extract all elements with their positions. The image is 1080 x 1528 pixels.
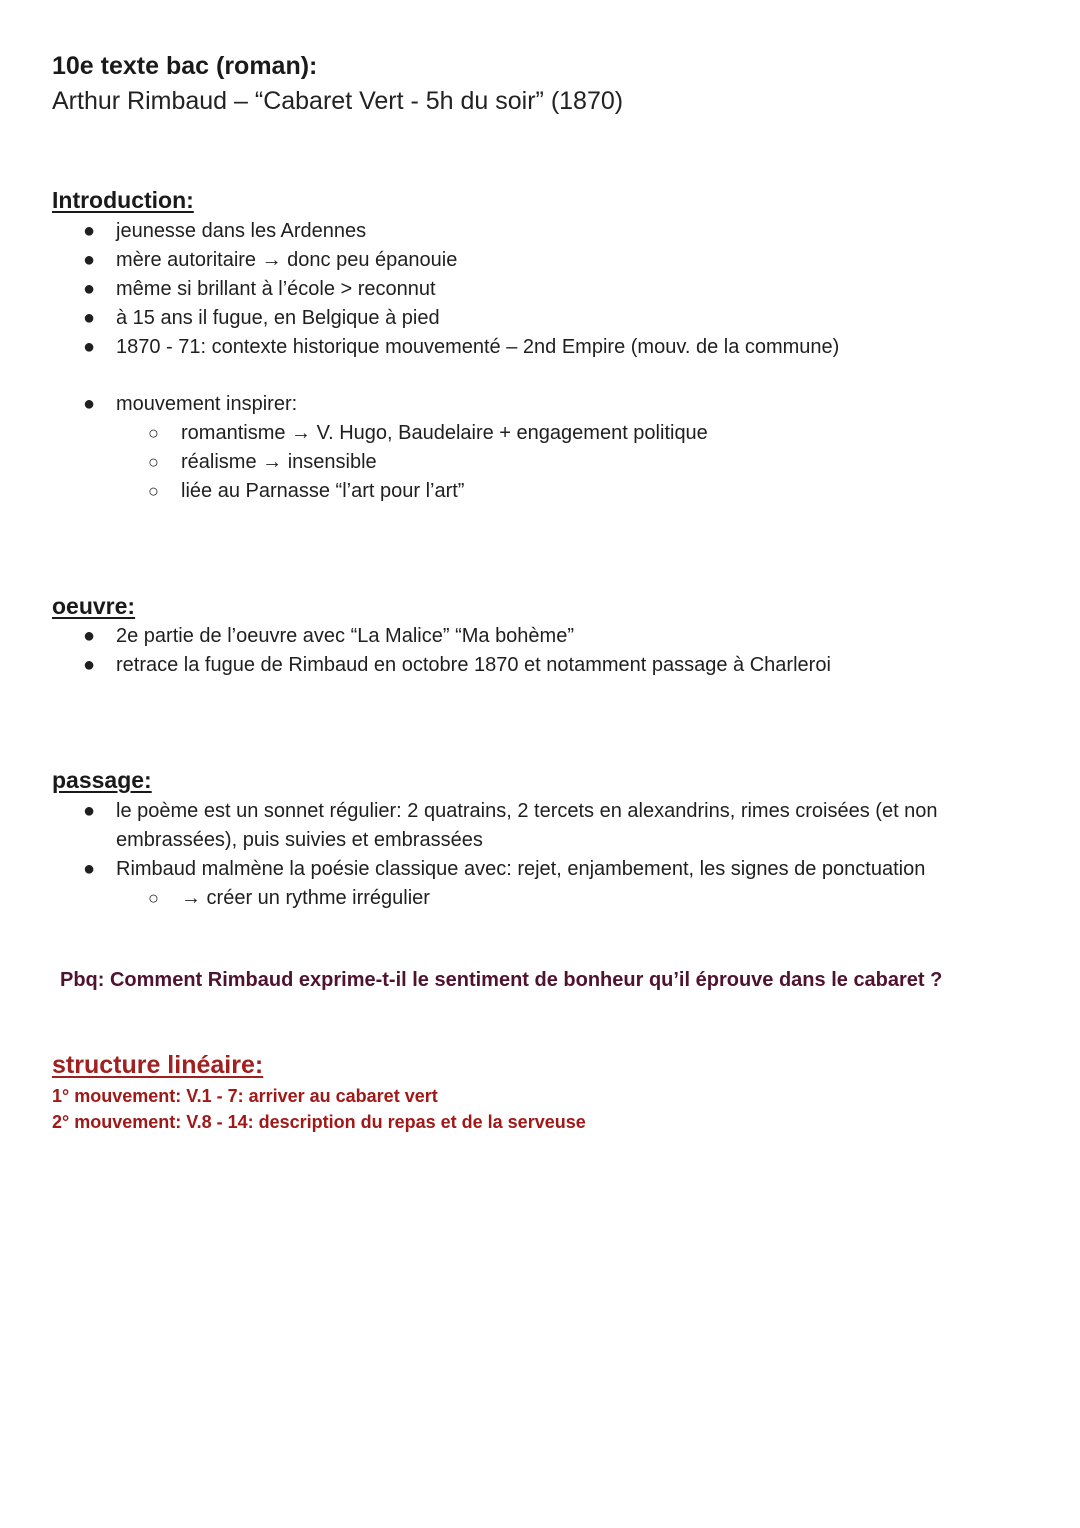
sub-list-item: ○ réalisme → insensible — [0, 448, 1060, 477]
list-item: ● 2e partie de l’oeuvre avec “La Malice” “Ma bohème” — [0, 622, 1060, 651]
bullet-icon: ● — [83, 307, 96, 329]
circle-bullet-icon: ○ — [148, 423, 159, 443]
document-subtitle: Arthur Rimbaud – “Cabaret Vert - 5h du soir” (1870) — [52, 87, 624, 115]
movement-sublist — [116, 419, 1060, 506]
bullet-icon: ● — [83, 800, 96, 822]
list-item: ● 1870 - 71: contexte historique mouvementé – 2nd Empire (mouv. de la commune) — [0, 333, 1060, 362]
sub-list-item: ○ romantisme → V. Hugo, Baudelaire + engagement politique — [0, 419, 1060, 448]
structure-heading: structure linéaire: — [52, 1051, 264, 1079]
oeuvre-list — [0, 622, 1060, 680]
movement-list — [0, 390, 1060, 506]
oeuvre-heading: oeuvre: — [52, 593, 136, 619]
introduction-heading: Introduction: — [52, 187, 194, 213]
bullet-icon: ● — [83, 336, 96, 358]
passage-list — [0, 797, 1060, 913]
circle-bullet-icon: ○ — [148, 888, 159, 908]
bullet-icon: ● — [83, 249, 96, 271]
bullet-icon: ● — [83, 220, 96, 242]
problematique: Pbq: Comment Rimbaud exprime-t-il le sentiment de bonheur qu’il éprouve dans le cabaret ? — [60, 969, 943, 991]
document-title: 10e texte bac (roman): — [52, 52, 318, 80]
bullet-icon: ● — [83, 654, 96, 676]
list-item: ● mouvement inspirer: ○ romantisme → V. Hugo, Baudelaire + engagement politique ○ réalisme → insensible ○ liée au Parnasse “l’art pour l’art” — [0, 390, 1060, 506]
bullet-icon: ● — [83, 625, 96, 647]
structure-movement-2: 2° mouvement: V.8 - 14: description du repas et de la serveuse — [52, 1112, 586, 1132]
sub-list-item: ○ liée au Parnasse “l’art pour l’art” — [0, 477, 1060, 506]
bullet-icon: ● — [83, 393, 96, 415]
passage-sublist — [116, 884, 1060, 913]
list-item: ● retrace la fugue de Rimbaud en octobre 1870 et notamment passage à Charleroi — [0, 651, 1060, 680]
list-item: ● jeunesse dans les Ardennes — [0, 217, 1060, 246]
list-item: ● Rimbaud malmène la poésie classique avec: rejet, enjambement, les signes de ponctuation ○ → créer un rythme irrégulier — [0, 855, 1060, 913]
passage-heading: passage: — [52, 767, 152, 793]
circle-bullet-icon: ○ — [148, 481, 159, 501]
structure-movement-1: 1° mouvement: V.1 - 7: arriver au cabaret vert — [52, 1086, 438, 1106]
bullet-icon: ● — [83, 858, 96, 880]
bullet-icon: ● — [83, 278, 96, 300]
sub-list-item: ○ → créer un rythme irrégulier — [0, 884, 1060, 913]
list-item: ● à 15 ans il fugue, en Belgique à pied — [0, 304, 1060, 333]
circle-bullet-icon: ○ — [148, 452, 159, 472]
list-item: ● mère autoritaire → donc peu épanouie — [0, 246, 1060, 275]
list-item: ● même si brillant à l’école > reconnut — [0, 275, 1060, 304]
introduction-list — [0, 217, 1060, 362]
list-item: ● le poème est un sonnet régulier: 2 quatrains, 2 tercets en alexandrins, rimes croisées (et non embrassées), puis suivies et embrassées — [0, 797, 1060, 855]
